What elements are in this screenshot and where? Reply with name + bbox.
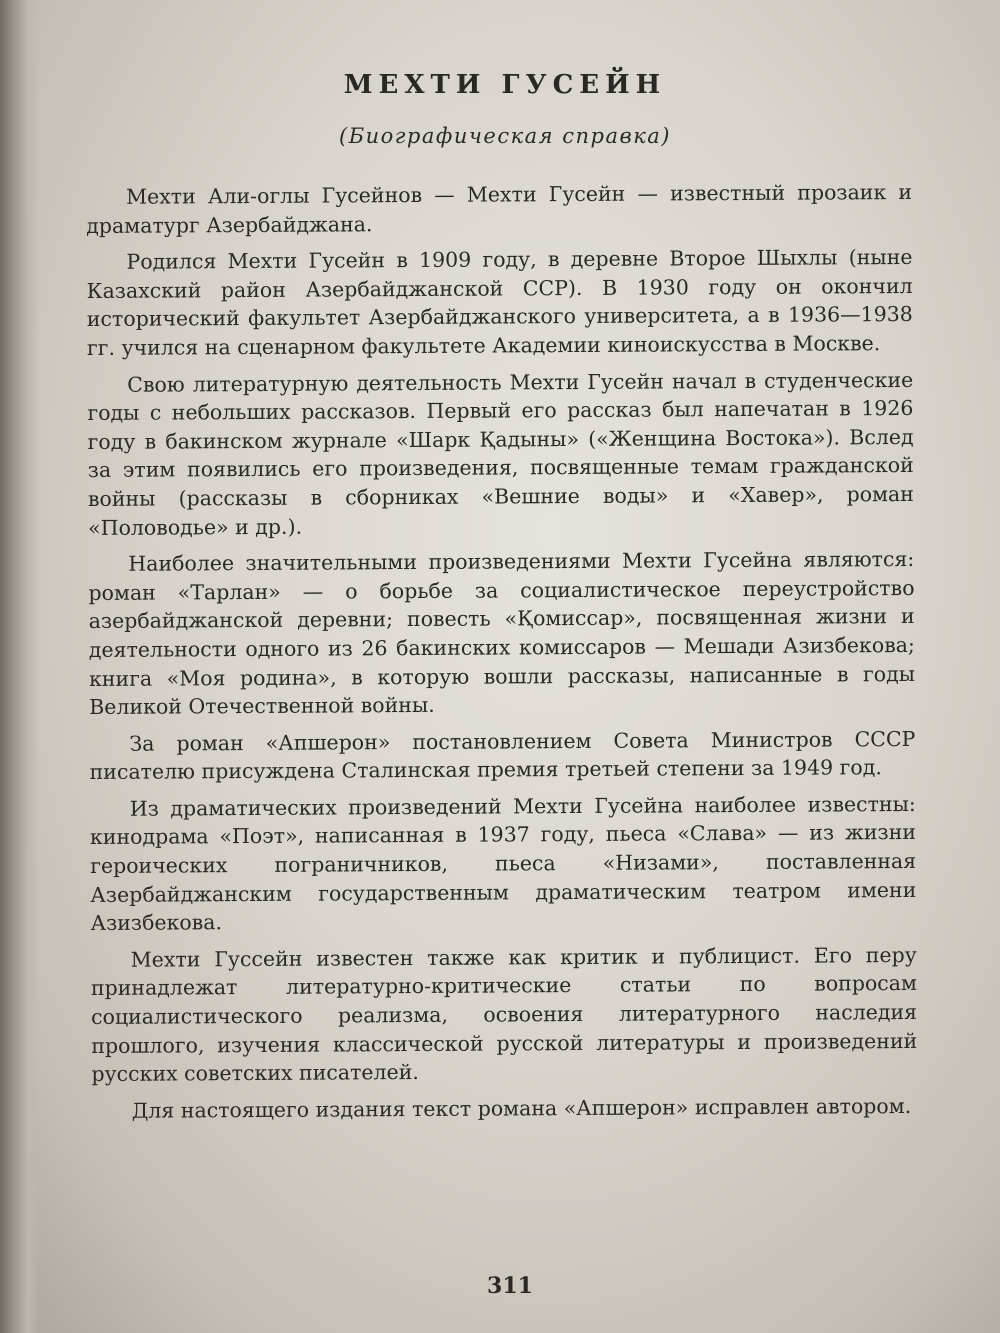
- paragraph-intro: Мехти Али-оглы Гусейнов — Мехти Гусейн — известный прозаик и драматург Азербайджана.: [86, 179, 913, 238]
- page-subtitle: (Биографическая справка): [339, 124, 671, 148]
- paragraph-edition-note: Для настоящего издания текст романа «Апшерон» исправлен автором.: [131, 1093, 912, 1123]
- paragraph-literary-beginnings: Свою литературную деятельность Мехти Гусейн начал в студенческие годы с небольших рассказов. Первый его рассказ был напечатан в 1926 году в бакинском журнале «Шарк Қадыны» («Женщина Востока»). Вслед за этим появились его произведения, посвященные темам гражданской войны (рассказы в сборниках «Вешние воды» и «Хавер», роман «Половодье» и др.).: [87, 367, 914, 540]
- paragraph-dramatic-works: Из драматических произведений Мехти Гусейна наиболее известны: кинодрама «Поэт», написанная в 1937 году, пьеса «Слава» — из жизни героических пограничников, пьеса «Низами», поставленная Азербайджанским государственным драматическим театром имени Азизбекова.: [89, 791, 917, 936]
- book-spine-shadow: [0, 0, 40, 1333]
- biography-text: [86, 178, 918, 1133]
- page-number: 311: [487, 1273, 533, 1299]
- paragraph-major-works: Наиболее значительными произведениями Мехти Гусейна являются: роман «Тарлан» — о борьбе за социалистическое переустройство азербайджанской деревни; повесть «Қомиссар», посвященная жизни и деятельности одного из 26 бакинских комиссаров — Мешади Азизбекова; книга «Моя родина», в которую вошли рассказы, написанные в годы Великой Отечественной войны.: [88, 547, 916, 720]
- paragraph-birth-education: Родился Мехти Гусейн в 1909 году, в деревне Второе Шыхлы (ныне Казахский район Азербайджанской ССР). В 1930 году он окончил исторический факультет Азербайджанского университета, а в 1936—1938 гг. учился на сценарном факультете Академии киноискусства в Москве.: [86, 245, 913, 360]
- page-title: МЕХТИ ГУСЕЙН: [343, 70, 667, 100]
- paragraph-critic: Мехти Гуссейн известен также как критик и публицист. Его перу принадлежат литературно-критические статьи по вопросам социалистического реализма, освоения литературного наследия прошлого, изучения классической русской литературы и произведений русских советских писателей.: [90, 942, 918, 1087]
- paragraph-stalin-prize: За роман «Апшерон» постановлением Совета Министров СССР писателю присуждена Сталинская премия третьей степени за 1949 год.: [89, 726, 916, 785]
